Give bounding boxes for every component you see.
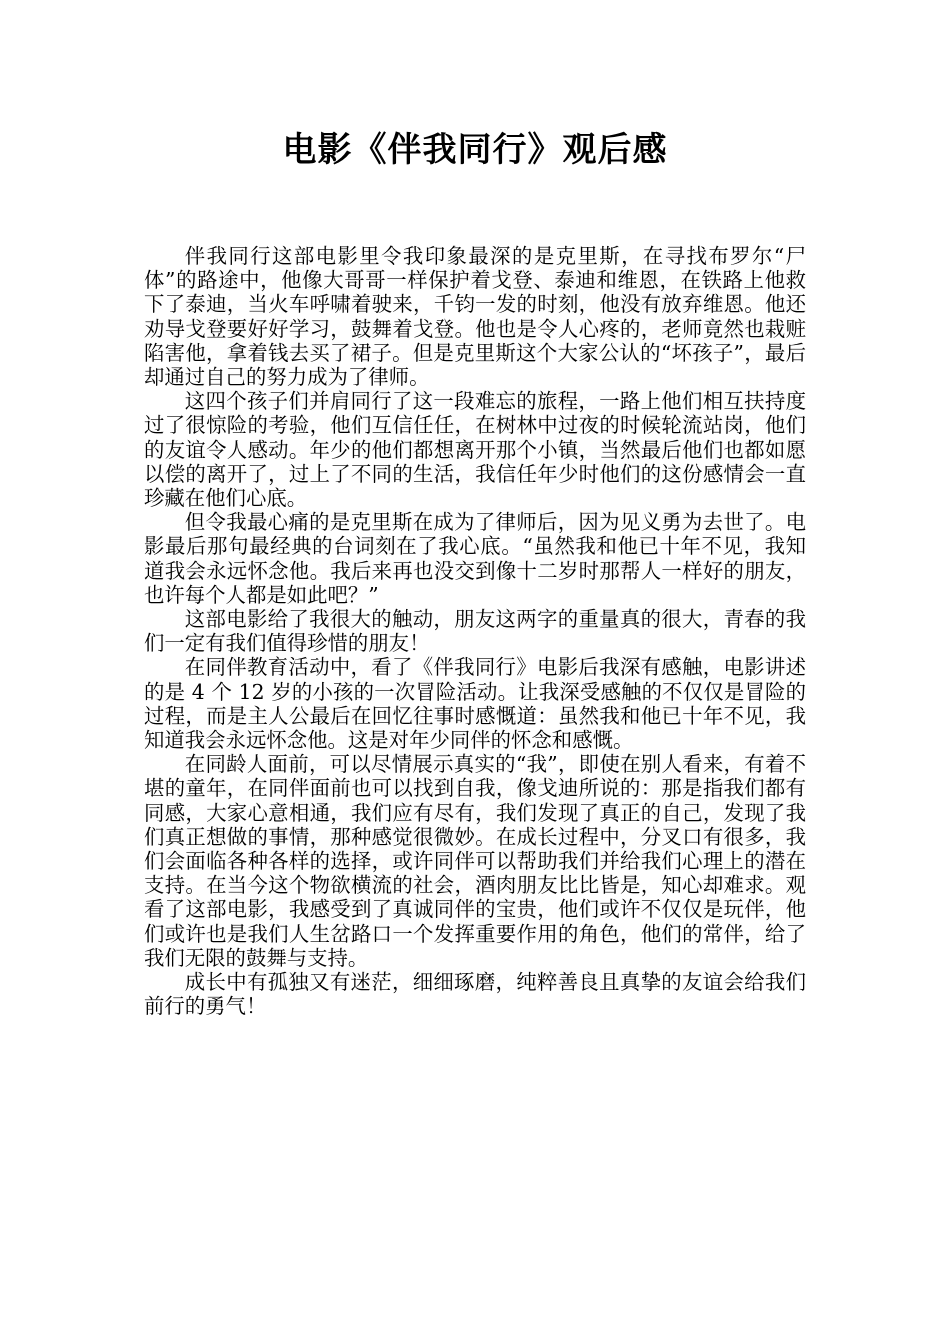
paragraph-7: 成长中有孤独又有迷茫，细细琢磨，纯粹善良且真挚的友谊会给我们前行的勇气！ [144,970,806,1019]
paragraph-2: 这四个孩子们并肩同行了这一段难忘的旅程，一路上他们相互扶持度过了很惊险的考验，他们互信任任，在树林中过夜的时候轮流站岗，他们的友谊令人感动。年少的他们都想离开那个小镇，当然最后他们也都如愿以偿的离开了，过上了不同的生活，我信任年少时他们的这份感情会一直珍藏在他们心底。 [144,389,806,511]
paragraph-1: 伴我同行这部电影里令我印象最深的是克里斯，在寻找布罗尔“尸体”的路途中，他像大哥哥一样保护着戈登、泰迪和维恩，在铁路上他救下了泰迪，当火车呼啸着驶来，千钧一发的时刻，他没有放弃维恩。他还劝导戈登要好好学习，鼓舞着戈登。他也是令人心疼的，老师竟然也栽赃陷害他，拿着钱去买了裙子。但是克里斯这个大家公认的“坏孩子”，最后却通过自己的努力成为了律师。 [144,244,806,390]
document-body [144,244,806,1019]
paragraph-6: 在同龄人面前，可以尽情展示真实的“我”，即使在别人看来，有着不堪的童年，在同伴面前也可以找到自我，像戈迪所说的：那是指我们都有同感，大家心意相通，我们应有尽有，我们发现了真正的自己，发现了我们真正想做的事情，那种感觉很微妙。在成长过程中，分叉口有很多，我们会面临各种各样的选择，或许同伴可以帮助我们并给我们心理上的潜在支持。在当今这个物欲横流的社会，酒肉朋友比比皆是，知心却难求。观看了这部电影，我感受到了真诚同伴的宝贵，他们或许不仅仅是玩伴，他们或许也是我们人生岔路口一个发挥重要作用的角色，他们的常伴，给了我们无限的鼓舞与支持。 [144,752,806,970]
paragraph-5: 在同伴教育活动中，看了《伴我同行》电影后我深有感触，电影讲述的是 4 个 12 岁的小孩的一次冒险活动。让我深受感触的不仅仅是冒险的过程，而是主人公最后在回忆往事时感慨道：虽然我和他已十年不见，我知道我会永远怀念他。这是对年少同伴的怀念和感慨。 [144,655,806,753]
paragraph-4: 这部电影给了我很大的触动，朋友这两字的重量真的很大，青春的我们一定有我们值得珍惜的朋友！ [144,607,806,656]
paragraph-3: 但令我最心痛的是克里斯在成为了律师后，因为见义勇为去世了。电影最后那句最经典的台词刻在了我心底。“虽然我和他已十年不见，我知道我会永远怀念他。我后来再也没交到像十二岁时那帮人一样好的朋友，也许每个人都是如此吧？” [144,510,806,607]
document-title: 电影《伴我同行》观后感 [282,130,668,170]
